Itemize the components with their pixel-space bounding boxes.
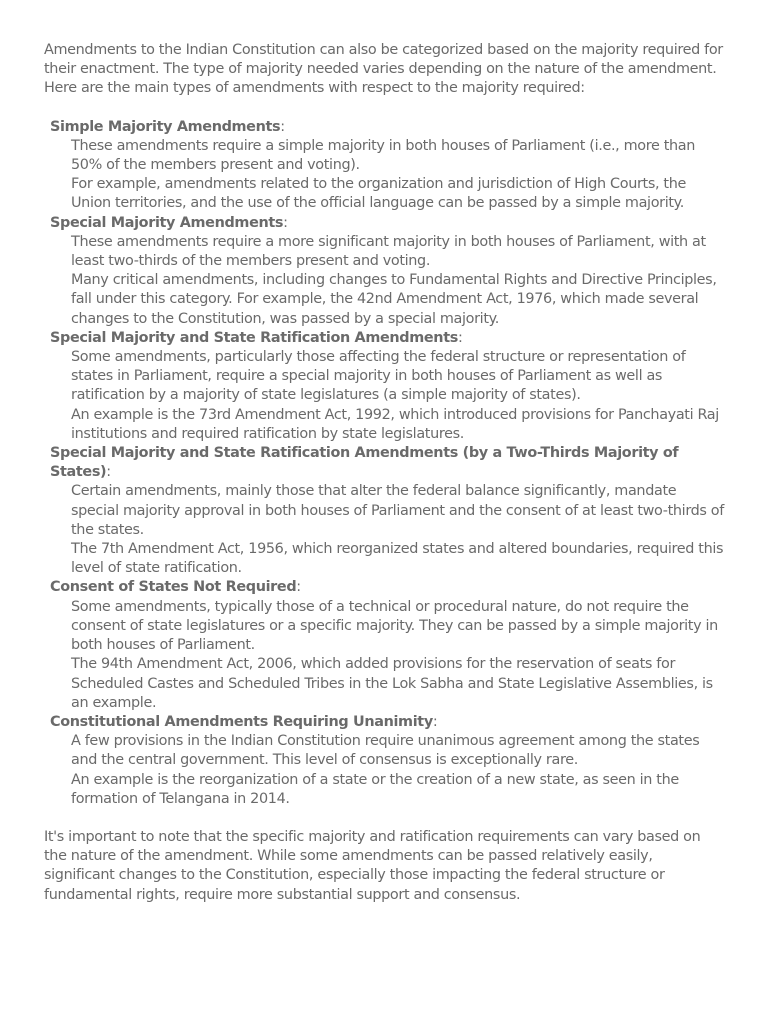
- section-title: Special Majority Amendments: [50, 214, 284, 231]
- section-heading: [44, 118, 724, 137]
- amendment-type-section: [44, 329, 724, 444]
- intro-paragraph: Amendments to the Indian Constitution can also be categorized based on the majority required for their enactment. The type of majority needed varies depending on the nature of the amendment. Here are the main types of amendments with respect to the majority required:: [44, 42, 723, 97]
- section-heading: [44, 444, 724, 482]
- section-heading: [44, 578, 724, 597]
- section-heading: [44, 214, 724, 233]
- section-point: The 7th Amendment Act, 1956, which reorganized states and altered boundaries, required this level of state ratification.: [71, 541, 724, 577]
- section-title: Consent of States Not Required: [50, 579, 297, 596]
- section-title-colon: :: [296, 579, 301, 596]
- amendment-type-section: [44, 578, 724, 712]
- section-heading: [44, 329, 724, 348]
- amendment-types-list: [44, 118, 724, 809]
- section-point: An example is the reorganization of a state or the creation of a new state, as seen in the formation of Telangana in 2014.: [71, 771, 679, 807]
- section-title: Simple Majority Amendments: [50, 118, 281, 135]
- conclusion-paragraph: It's important to note that the specific majority and ratification requirements can vary based on the nature of the amendment. While some amendments can be passed relatively easily, significant changes to the Constitution, especially those impacting the federal structure or fundamental rights, require more substantial support and consensus.: [44, 828, 701, 903]
- amendment-type-section: [44, 118, 724, 214]
- section-title: Constitutional Amendments Requiring Unanimity: [50, 713, 433, 730]
- amendment-type-section: [44, 713, 724, 809]
- section-point: Some amendments, particularly those affecting the federal structure or representation of states in Parliament, require a special majority in both houses of Parliament as well as ratification by a majority of state legislatures (a simple majority of states).: [71, 349, 686, 404]
- section-heading: [44, 713, 724, 732]
- section-point: A few provisions in the Indian Constitution require unanimous agreement among the states and the central government. This level of consensus is exceptionally rare.: [71, 733, 700, 769]
- section-title-colon: :: [106, 464, 111, 481]
- section-point: For example, amendments related to the organization and jurisdiction of High Courts, the Union territories, and the use of the official language can be passed by a simple majority.: [71, 176, 686, 212]
- section-title: Special Majority and State Ratification Amendments: [50, 329, 458, 346]
- section-title: Special Majority and State Ratification Amendments (by a Two-Thirds Majority of States): [50, 445, 679, 481]
- section-title-colon: :: [457, 329, 463, 346]
- amendment-type-section: [44, 444, 724, 578]
- section-point: An example is the 73rd Amendment Act, 1992, which introduced provisions for Panchayati Raj institutions and required ratification by state legislatures.: [71, 406, 719, 442]
- section-title-colon: :: [283, 214, 288, 231]
- section-title-colon: :: [432, 713, 438, 730]
- section-point: These amendments require a simple majority in both houses of Parliament (i.e., more than 50% of the members present and voting).: [71, 137, 696, 174]
- section-title-colon: :: [280, 118, 285, 135]
- section-point: The 94th Amendment Act, 2006, which added provisions for the reservation of seats for Scheduled Castes and Scheduled Tribes in the Lok Sabha and State Legislative Assemblies, is an example.: [71, 656, 713, 711]
- section-point: Certain amendments, mainly those that alter the federal balance significantly, mandate special majority approval in both houses of Parliament and the consent of at least two-thirds of the states.: [71, 483, 724, 538]
- section-point: These amendments require a more significant majority in both houses of Parliament, with at least two-thirds of the members present and voting.: [71, 233, 706, 270]
- amendment-type-section: [44, 214, 724, 329]
- section-point: Some amendments, typically those of a technical or procedural nature, do not require the consent of state legislatures or a specific majority. They can be passed by a simple majority in both houses of Parliament.: [71, 598, 718, 654]
- section-point: Many critical amendments, including changes to Fundamental Rights and Directive Principles, fall under this category. For example, the 42nd Amendment Act, 1976, which made several changes to the Constitution, was passed by a special majority.: [71, 272, 717, 327]
